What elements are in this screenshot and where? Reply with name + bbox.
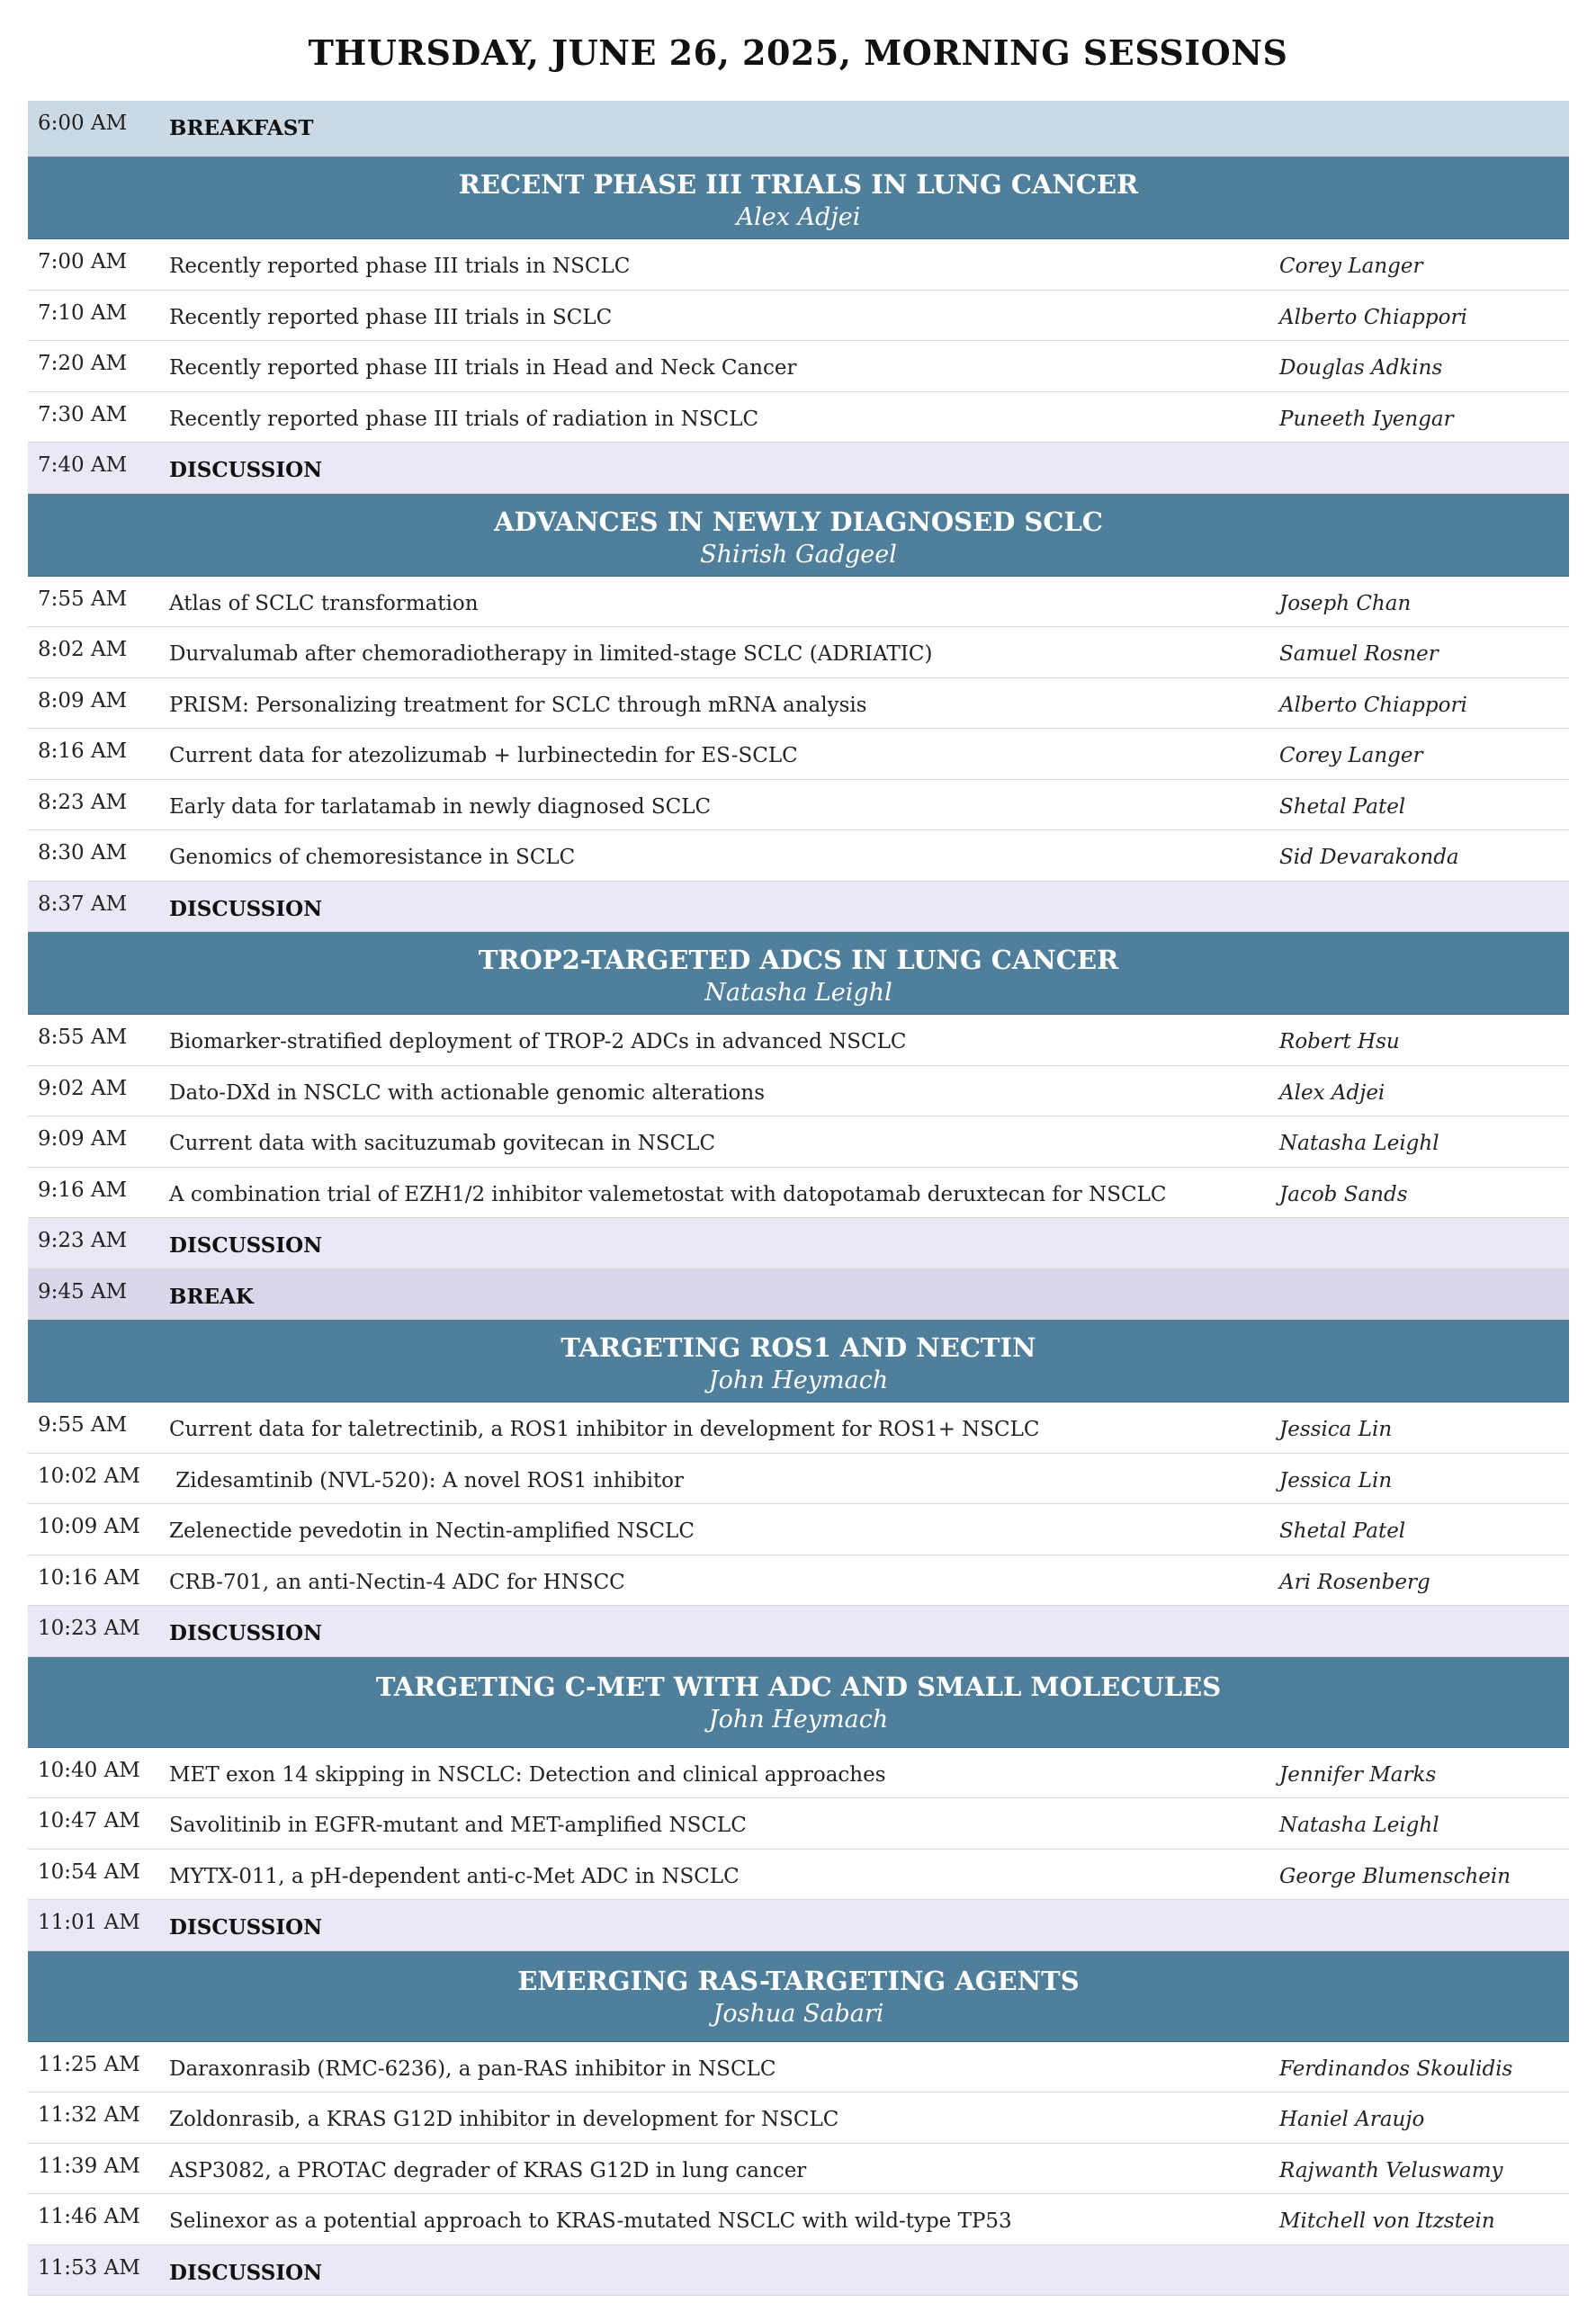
talk-row bbox=[28, 627, 1569, 678]
session-chair: John Heymach bbox=[708, 1367, 889, 1394]
talk-speaker: Douglas Adkins bbox=[1279, 356, 1443, 380]
row-time: 6:00 AM bbox=[38, 112, 128, 135]
talk-row bbox=[28, 1116, 1569, 1168]
talk-title: Recently reported phase III trials in Head and Neck Cancer bbox=[169, 356, 797, 380]
talk-title: Dato-DXd in NSCLC with actionable genomic alterations bbox=[169, 1080, 766, 1105]
session-chair: Natasha Leighl bbox=[704, 979, 892, 1007]
talk-row bbox=[28, 1748, 1569, 1799]
session-header bbox=[28, 494, 1569, 577]
talk-title: PRISM: Personalizing treatment for SCLC through mRNA analysis bbox=[169, 693, 867, 717]
talk-speaker: Rajwanth Veluswamy bbox=[1279, 2158, 1503, 2182]
schedule-table bbox=[28, 101, 1569, 2296]
discussion-time: 7:40 AM bbox=[38, 453, 128, 477]
talk-speaker: Jessica Lin bbox=[1279, 1418, 1393, 1441]
session-chair: John Heymach bbox=[708, 1705, 889, 1734]
talk-time: 7:20 AM bbox=[38, 352, 128, 375]
discussion-time: 9:23 AM bbox=[38, 1229, 128, 1252]
session-title: ADVANCES IN NEWLY DIAGNOSED SCLC bbox=[494, 506, 1103, 537]
talk-row bbox=[28, 2042, 1569, 2093]
talk-title: Recently reported phase III trials in NSCLC bbox=[169, 255, 631, 278]
talk-title: Early data for tarlatamab in newly diagnosed SCLC bbox=[169, 794, 712, 819]
talk-title: Selinexor as a potential approach to KRAS-mutated NSCLC with wild-type TP53 bbox=[169, 2209, 1012, 2233]
talk-time: 7:10 AM bbox=[38, 300, 128, 325]
session-chair: Shirish Gadgeel bbox=[700, 540, 897, 569]
talk-title: Recently reported phase III trials of radiation in NSCLC bbox=[169, 407, 759, 431]
talk-title: MYTX-011, a pH-dependent anti-c-Met ADC in NSCLC bbox=[169, 1864, 740, 1888]
discussion-label: DISCUSSION bbox=[169, 896, 323, 921]
discussion-time: 10:23 AM bbox=[38, 1617, 140, 1640]
page-title: THURSDAY, JUNE 26, 2025, MORNING SESSIONS bbox=[308, 32, 1288, 73]
session-title: EMERGING RAS-TARGETING AGENTS bbox=[517, 1965, 1080, 1996]
discussion-time: 11:01 AM bbox=[38, 1911, 140, 1934]
talk-speaker: Jessica Lin bbox=[1279, 1468, 1393, 1492]
discussion-row bbox=[28, 882, 1569, 933]
talk-time: 10:09 AM bbox=[38, 1515, 140, 1538]
talk-row bbox=[28, 1555, 1569, 1607]
talk-row bbox=[28, 678, 1569, 730]
talk-time: 10:40 AM bbox=[38, 1758, 140, 1782]
talk-time: 7:55 AM bbox=[38, 587, 128, 611]
talk-speaker: Haniel Araujo bbox=[1279, 2108, 1425, 2131]
discussion-label: DISCUSSION bbox=[169, 1233, 323, 1258]
break-time: 9:45 AM bbox=[38, 1279, 128, 1304]
session-header bbox=[28, 157, 1569, 239]
talk-speaker: Joseph Chan bbox=[1279, 591, 1412, 615]
talk-speaker: Alberto Chiappori bbox=[1279, 305, 1467, 329]
talk-title: Current data for atezolizumab + lurbinectedin for ES-SCLC bbox=[169, 744, 798, 767]
talk-speaker: Natasha Leighl bbox=[1279, 1132, 1439, 1155]
talk-time: 11:32 AM bbox=[38, 2103, 140, 2127]
session-title: RECENT PHASE III TRIALS IN LUNG CANCER bbox=[458, 169, 1139, 200]
talk-time: 7:00 AM bbox=[38, 250, 128, 273]
talk-row bbox=[28, 1168, 1569, 1219]
talk-row bbox=[28, 1015, 1569, 1066]
talk-speaker: Natasha Leighl bbox=[1279, 1814, 1439, 1837]
talk-title: Durvalumab after chemoradiotherapy in limited-stage SCLC (ADRIATIC) bbox=[169, 642, 933, 666]
talk-time: 10:02 AM bbox=[38, 1464, 140, 1488]
talk-time: 8:55 AM bbox=[38, 1026, 128, 1049]
talk-time: 8:02 AM bbox=[38, 638, 128, 661]
talk-time: 8:23 AM bbox=[38, 790, 128, 814]
discussion-label: DISCUSSION bbox=[169, 1915, 323, 1940]
discussion-label: DISCUSSION bbox=[169, 2260, 323, 2285]
talk-speaker: Jacob Sands bbox=[1279, 1182, 1408, 1206]
talk-title: CRB-701, an anti-Nectin-4 ADC for HNSCC bbox=[169, 1570, 625, 1594]
discussion-time: 8:37 AM bbox=[38, 892, 128, 916]
talk-title: Current data with sacituzumab govitecan in NSCLC bbox=[169, 1132, 716, 1155]
talk-title: Genomics of chemoresistance in SCLC bbox=[169, 846, 576, 869]
talk-time: 8:30 AM bbox=[38, 841, 128, 865]
talk-row bbox=[28, 291, 1569, 342]
talk-speaker: Alberto Chiappori bbox=[1279, 693, 1467, 717]
session-title: TARGETING ROS1 AND NECTIN bbox=[560, 1332, 1036, 1363]
discussion-row bbox=[28, 443, 1569, 494]
discussion-row bbox=[28, 1606, 1569, 1657]
row-label: BREAKFAST bbox=[169, 116, 314, 140]
discussion-label: DISCUSSION bbox=[169, 458, 323, 482]
talk-title: Savolitinib in EGFR-mutant and MET-amplified NSCLC bbox=[169, 1814, 747, 1837]
talk-title: Recently reported phase III trials in SCLC bbox=[169, 305, 613, 329]
breakfast-row bbox=[28, 101, 1569, 157]
talk-time: 9:09 AM bbox=[38, 1127, 128, 1151]
talk-title: Zelenectide pevedotin in Nectin-amplified NSCLC bbox=[169, 1519, 695, 1543]
break-row bbox=[28, 1269, 1569, 1321]
talk-row bbox=[28, 1504, 1569, 1555]
talk-time: 10:54 AM bbox=[38, 1859, 140, 1884]
talk-title: Daraxonrasib (RMC-6236), a pan-RAS inhibitor in NSCLC bbox=[169, 2057, 776, 2081]
session-title: TARGETING C-MET WITH ADC AND SMALL MOLECULES bbox=[375, 1671, 1222, 1702]
session-chair: Alex Adjei bbox=[736, 203, 861, 231]
talk-time: 10:16 AM bbox=[38, 1565, 140, 1590]
talk-row bbox=[28, 1798, 1569, 1850]
talk-time: 10:47 AM bbox=[38, 1809, 140, 1833]
talk-row bbox=[28, 239, 1569, 291]
talk-row bbox=[28, 2194, 1569, 2245]
session-title: TROP2-TARGETED ADCS IN LUNG CANCER bbox=[478, 945, 1119, 975]
session-header bbox=[28, 1320, 1569, 1402]
talk-row bbox=[28, 1850, 1569, 1901]
talk-row bbox=[28, 1454, 1569, 1505]
talk-title: Current data for taletrectinib, a ROS1 inhibitor in development for ROS1+ NSCLC bbox=[169, 1418, 1040, 1441]
talk-row bbox=[28, 1066, 1569, 1117]
talk-speaker: Samuel Rosner bbox=[1279, 642, 1439, 666]
session-header bbox=[28, 1657, 1569, 1748]
talk-time: 9:55 AM bbox=[38, 1413, 128, 1437]
talk-title: MET exon 14 skipping in NSCLC: Detection and clinical approaches bbox=[169, 1762, 886, 1787]
talk-row bbox=[28, 830, 1569, 882]
talk-speaker: Corey Langer bbox=[1279, 744, 1423, 767]
talk-time: 11:25 AM bbox=[38, 2052, 140, 2076]
discussion-label: DISCUSSION bbox=[169, 1621, 323, 1645]
talk-speaker: Corey Langer bbox=[1279, 255, 1423, 278]
talk-title: Zidesamtinib (NVL-520): A novel ROS1 inhibitor bbox=[169, 1468, 685, 1492]
talk-speaker: Jennifer Marks bbox=[1279, 1762, 1437, 1787]
talk-time: 7:30 AM bbox=[38, 402, 128, 426]
talk-time: 9:16 AM bbox=[38, 1178, 128, 1202]
talk-speaker: Ferdinandos Skoulidis bbox=[1279, 2057, 1513, 2081]
talk-speaker: Puneeth Iyengar bbox=[1279, 407, 1454, 431]
talk-row bbox=[28, 2092, 1569, 2144]
session-header bbox=[28, 932, 1569, 1015]
talk-title: Atlas of SCLC transformation bbox=[169, 591, 479, 615]
discussion-row bbox=[28, 1218, 1569, 1269]
talk-row bbox=[28, 1402, 1569, 1454]
talk-row bbox=[28, 392, 1569, 444]
talk-title: Zoldonrasib, a KRAS G12D inhibitor in development for NSCLC bbox=[169, 2108, 839, 2131]
discussion-row bbox=[28, 1900, 1569, 1951]
talk-title: ASP3082, a PROTAC degrader of KRAS G12D in lung cancer bbox=[169, 2158, 807, 2182]
talk-speaker: Robert Hsu bbox=[1279, 1030, 1400, 1053]
talk-speaker: Shetal Patel bbox=[1279, 794, 1406, 819]
talk-time: 9:02 AM bbox=[38, 1076, 128, 1100]
discussion-row bbox=[28, 2245, 1569, 2297]
talk-time: 8:16 AM bbox=[38, 739, 128, 763]
talk-speaker: Alex Adjei bbox=[1279, 1080, 1385, 1105]
talk-row bbox=[28, 341, 1569, 392]
break-label: BREAK bbox=[169, 1284, 254, 1309]
discussion-time: 11:53 AM bbox=[38, 2255, 140, 2280]
talk-row bbox=[28, 577, 1569, 628]
talk-speaker: Shetal Patel bbox=[1279, 1519, 1406, 1543]
session-chair: Joshua Sabari bbox=[713, 1999, 884, 2028]
talk-row bbox=[28, 780, 1569, 831]
talk-speaker: Sid Devarakonda bbox=[1279, 846, 1459, 869]
talk-time: 11:46 AM bbox=[38, 2205, 140, 2228]
talk-speaker: Ari Rosenberg bbox=[1279, 1570, 1430, 1594]
talk-title: Biomarker-stratified deployment of TROP-2 ADCs in advanced NSCLC bbox=[169, 1030, 907, 1053]
talk-title: A combination trial of EZH1/2 inhibitor valemetostat with datopotamab deruxtecan for NSCLC bbox=[169, 1182, 1167, 1206]
talk-time: 11:39 AM bbox=[38, 2154, 140, 2178]
talk-speaker: George Blumenschein bbox=[1279, 1864, 1511, 1888]
talk-speaker: Mitchell von Itzstein bbox=[1279, 2209, 1495, 2233]
talk-time: 8:09 AM bbox=[38, 688, 128, 712]
talk-row bbox=[28, 729, 1569, 780]
talk-row bbox=[28, 2144, 1569, 2195]
session-header bbox=[28, 1951, 1569, 2042]
